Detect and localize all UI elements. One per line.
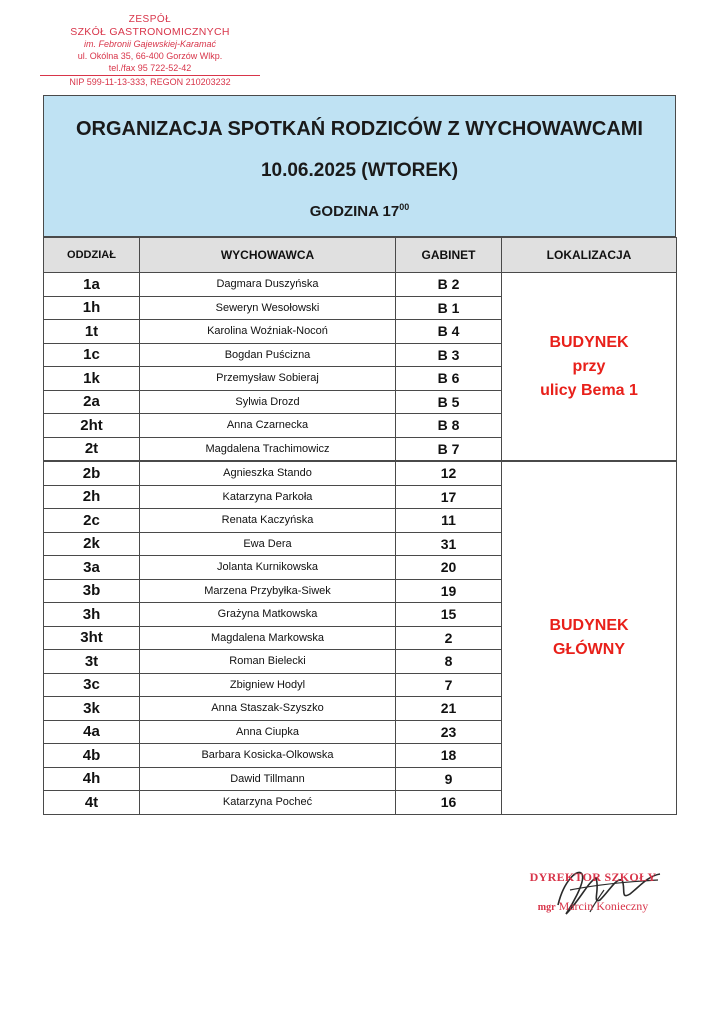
class-cell: 2a [44, 390, 140, 414]
room-cell: B 7 [396, 437, 502, 461]
room-cell: B 5 [396, 390, 502, 414]
class-cell: 2k [44, 532, 140, 556]
column-header-class: ODDZIAŁ [44, 238, 140, 273]
teacher-cell: Magdalena Markowska [140, 626, 396, 650]
teacher-cell: Katarzyna Pocheć [140, 791, 396, 815]
class-cell: 2h [44, 485, 140, 509]
room-cell: B 8 [396, 414, 502, 438]
location-line: BUDYNEK [549, 333, 629, 351]
room-cell: 15 [396, 603, 502, 627]
stamp-line-4: ul. Okólna 35, 66-400 Gorzów Wlkp. [77, 51, 223, 61]
room-cell: 11 [396, 509, 502, 533]
director-name-line [508, 899, 678, 914]
location-line: ulicy Bema 1 [540, 381, 638, 399]
table-row [44, 273, 677, 297]
meeting-time-minutes: 00 [399, 202, 410, 212]
location-line: BUDYNEK [549, 616, 629, 634]
column-header-teacher: WYCHOWAWCA [140, 238, 396, 273]
director-signature-block [508, 870, 678, 914]
teacher-cell: Dawid Tillmann [140, 767, 396, 791]
table-body [44, 273, 677, 815]
class-cell: 4t [44, 791, 140, 815]
stamp-line-3: im. Febronii Gajewskiej-Karamać [83, 39, 217, 49]
teacher-cell: Katarzyna Parkoła [140, 485, 396, 509]
room-cell: 20 [396, 556, 502, 580]
teacher-cell: Roman Bielecki [140, 650, 396, 674]
room-cell: 23 [396, 720, 502, 744]
location-cell [502, 273, 677, 462]
class-cell: 3k [44, 697, 140, 721]
teacher-cell: Karolina Woźniak-Nocoń [140, 320, 396, 344]
school-stamp [40, 14, 260, 88]
class-cell: 2c [44, 509, 140, 533]
stamp-line-1: ZESPÓŁ [128, 14, 172, 25]
room-cell: 31 [396, 532, 502, 556]
room-cell: 12 [396, 461, 502, 485]
teacher-cell: Grażyna Matkowska [140, 603, 396, 627]
teacher-cell: Jolanta Kurnikowska [140, 556, 396, 580]
teacher-cell: Sylwia Drozd [140, 390, 396, 414]
stamp-line-5: tel./fax 95 722-52-42 [108, 63, 192, 73]
class-cell: 4h [44, 767, 140, 791]
class-cell: 2t [44, 437, 140, 461]
document-header [43, 95, 676, 237]
class-cell: 2b [44, 461, 140, 485]
room-cell: 18 [396, 744, 502, 768]
teacher-cell: Anna Ciupka [140, 720, 396, 744]
teacher-cell: Ewa Dera [140, 532, 396, 556]
meeting-date: 10.06.2025 (WTOREK) [260, 160, 459, 181]
class-cell: 1a [44, 273, 140, 297]
room-cell: B 2 [396, 273, 502, 297]
class-cell: 1c [44, 343, 140, 367]
location-line: GŁÓWNY [553, 640, 625, 658]
director-name: Marcin Konieczny [558, 899, 649, 913]
room-cell: 2 [396, 626, 502, 650]
room-cell: B 4 [396, 320, 502, 344]
teacher-cell: Zbigniew Hodyl [140, 673, 396, 697]
room-cell: 21 [396, 697, 502, 721]
class-cell: 1k [44, 367, 140, 391]
meeting-time-label: GODZINA 17 [309, 203, 400, 220]
room-cell: 19 [396, 579, 502, 603]
room-cell: B 6 [396, 367, 502, 391]
teacher-cell: Bogdan Puścizna [140, 343, 396, 367]
teacher-cell: Anna Czarnecka [140, 414, 396, 438]
room-cell: 7 [396, 673, 502, 697]
teacher-cell: Agnieszka Stando [140, 461, 396, 485]
stamp-line-2: SZKÓŁ GASTRONOMICZNYCH [70, 26, 230, 38]
teacher-cell: Magdalena Trachimowicz [140, 437, 396, 461]
room-cell: B 1 [396, 296, 502, 320]
stamp-line-6: NIP 599-11-13-333, REGON 210203232 [40, 75, 260, 88]
teacher-cell: Renata Kaczyńska [140, 509, 396, 533]
class-cell: 3b [44, 579, 140, 603]
class-cell: 3ht [44, 626, 140, 650]
teacher-cell: Dagmara Duszyńska [140, 273, 396, 297]
class-cell: 2ht [44, 414, 140, 438]
room-cell: B 3 [396, 343, 502, 367]
class-cell: 3a [44, 556, 140, 580]
teacher-cell: Przemysław Sobieraj [140, 367, 396, 391]
room-cell: 17 [396, 485, 502, 509]
table-header-row [44, 238, 677, 273]
column-header-room: GABINET [396, 238, 502, 273]
teacher-cell: Marzena Przybyłka-Siwek [140, 579, 396, 603]
class-cell: 1t [44, 320, 140, 344]
teacher-cell: Anna Staszak-Szyszko [140, 697, 396, 721]
teacher-cell: Seweryn Wesołowski [140, 296, 396, 320]
location-cell [502, 461, 677, 814]
class-cell: 4a [44, 720, 140, 744]
class-cell: 3c [44, 673, 140, 697]
teacher-cell: Barbara Kosicka-Olkowska [140, 744, 396, 768]
document-title: ORGANIZACJA SPOTKAŃ RODZICÓW Z WYCHOWAWCAMI [75, 118, 643, 140]
table-row [44, 461, 677, 485]
class-cell: 3h [44, 603, 140, 627]
column-header-location: LOKALIZACJA [502, 238, 677, 273]
meetings-table [43, 237, 677, 815]
room-cell: 9 [396, 767, 502, 791]
location-line: przy [572, 357, 606, 375]
meeting-time [44, 202, 675, 220]
director-title: DYREKTOR SZKOŁY [529, 870, 657, 884]
class-cell: 4b [44, 744, 140, 768]
class-cell: 1h [44, 296, 140, 320]
room-cell: 16 [396, 791, 502, 815]
class-cell: 3t [44, 650, 140, 674]
director-degree: mgr [537, 902, 556, 913]
room-cell: 8 [396, 650, 502, 674]
